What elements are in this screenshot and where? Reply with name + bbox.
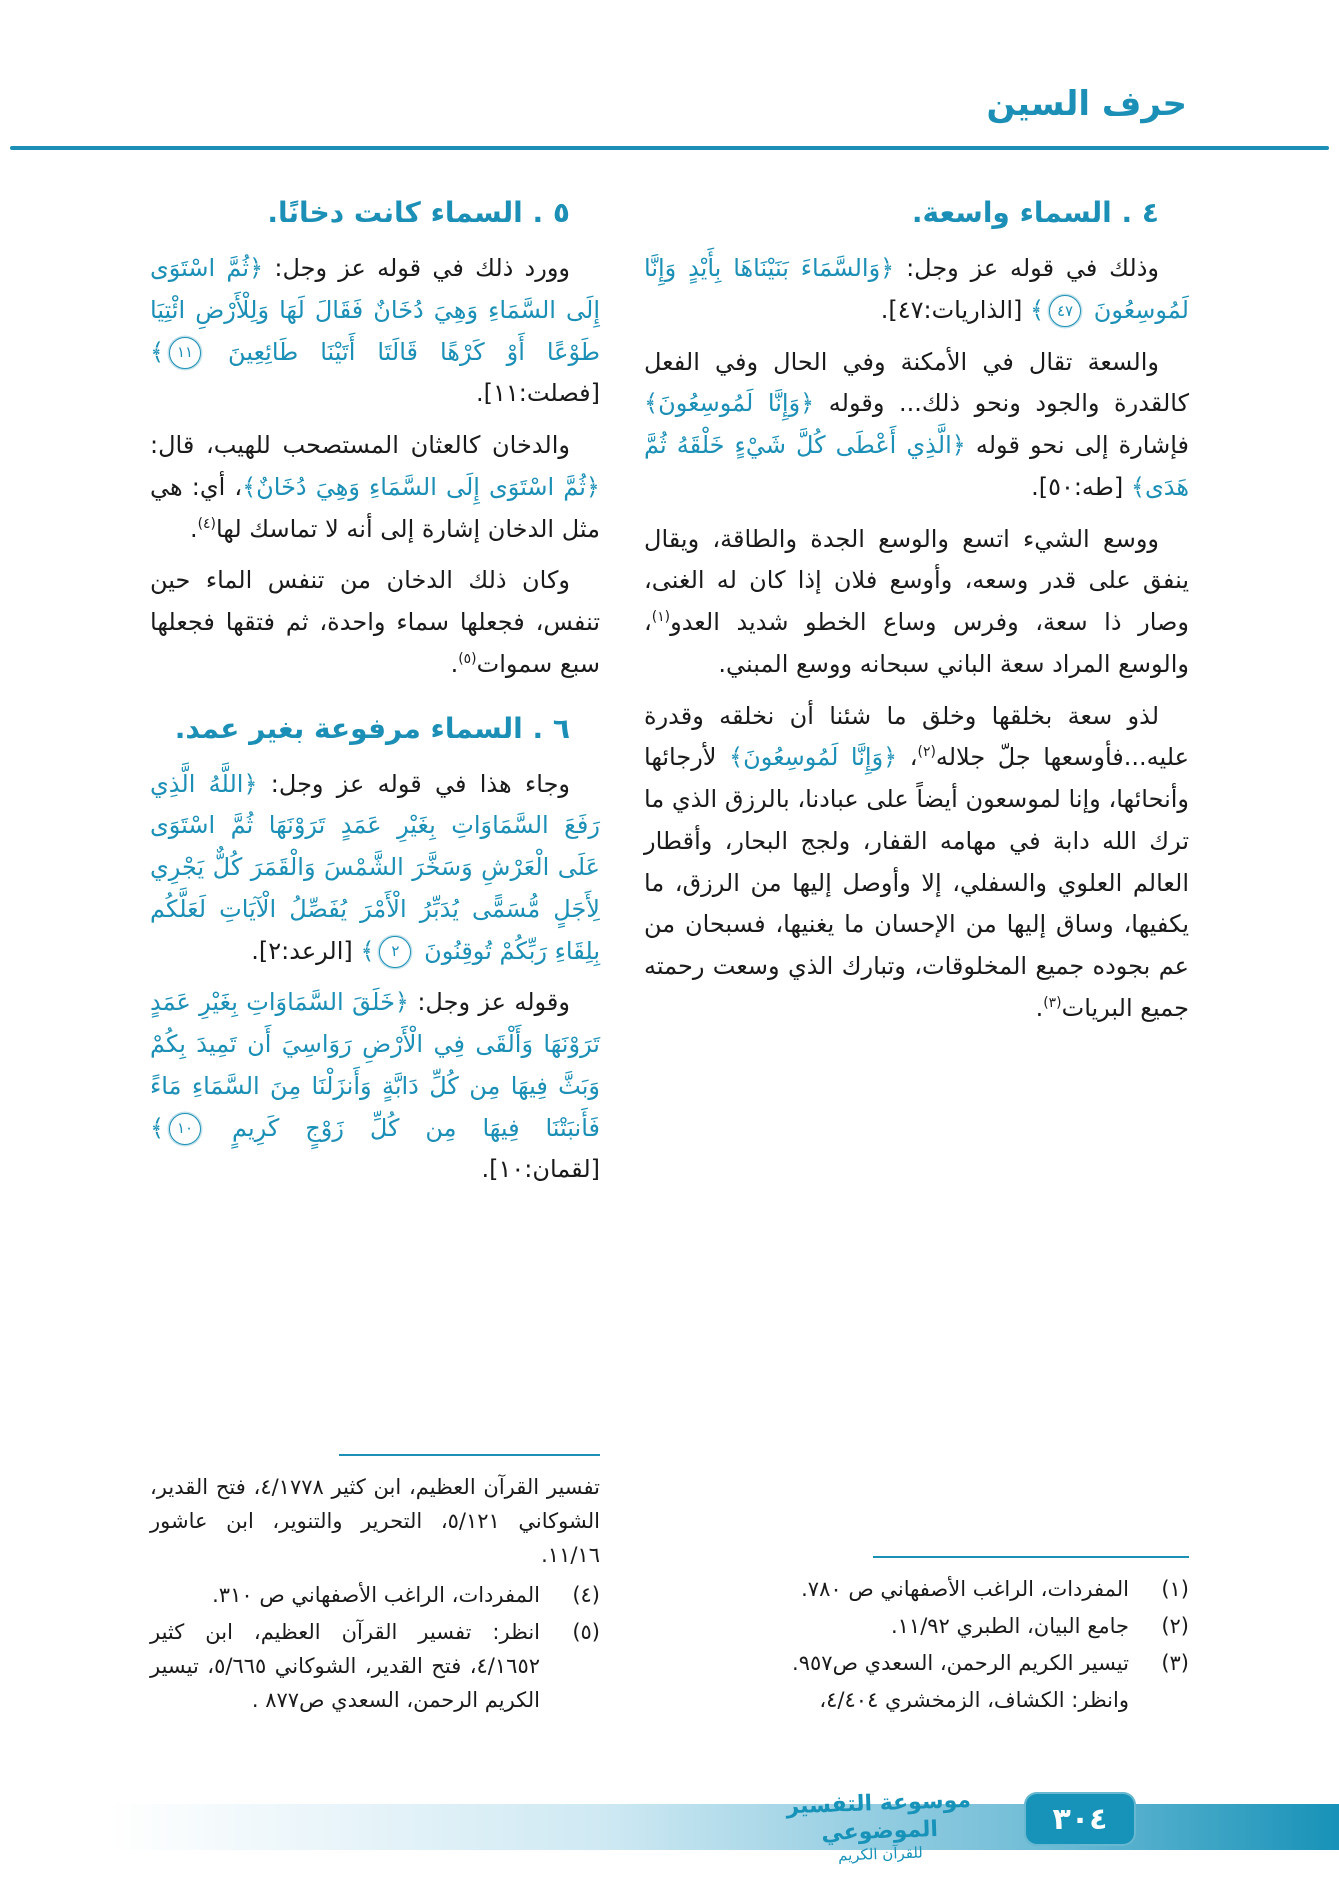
text-run: . xyxy=(450,649,459,678)
verse-reference: [فصلت:١١]. xyxy=(475,379,600,408)
section-5-heading: ٥ . السماء كانت دخانًا. xyxy=(267,196,570,229)
footnote-number: (٥) xyxy=(572,1619,600,1644)
text-run: وكان ذلك الدخان من تنفس الماء حين تنفس، فجعلها سماء واحدة، ثم فتقها فجعلها سبع سموات xyxy=(150,566,600,678)
text-run: لأرجائها وأنحائها، وإنا لموسعون أيضاً على عبادنا، بالرزق الذي ما ترك الله دابة في مهامه القفار، ولجج البحار، وأقطار العالم العلوي والسفلي، إلا وأوصل إليها من الرزق، ما يكفيها، وساق إليها من الإحسان ما يغنيها، فسبحان من عم بجوده جميع المخلوقات، وتبارك الذي وسعت رحمته جميع البريات xyxy=(644,743,1189,1022)
footnote-separator-rule xyxy=(873,1556,1189,1558)
footnote-text: المفردات، الراغب الأصفهاني ص ٧٨٠. xyxy=(801,1576,1129,1601)
text-run: والسعة تقال في الأمكنة وفي الحال وفي الفعل كالقدرة والجود ونحو ذلك... وقوله xyxy=(644,347,1189,418)
paragraph xyxy=(644,696,1189,1030)
verse-reference: [لقمان:١٠]. xyxy=(481,1155,600,1184)
footer-gradient-band xyxy=(0,1804,1339,1850)
quran-quote: ﴿وَإِنَّا لَمُوسِعُونَ﴾ xyxy=(729,743,898,772)
paragraph xyxy=(644,248,1189,332)
text-run: وجاء هذا في قوله عز وجل: xyxy=(257,769,570,798)
footnote-marker: (٤) xyxy=(197,515,216,532)
ayah-number-medallion: ١١ xyxy=(169,337,201,369)
text-run: فإشارة إلى نحو قوله xyxy=(965,431,1189,459)
quran-quote-close: ﴾ xyxy=(360,936,375,965)
text-run: ووسع الشيء اتسع والوسع الجدة والطاقة، ويقال ينفق على قدر وسعه، وأوسع فلان إذا كان له الغنى، وصار ذا سعة، وفرس وساع الخطو شديد العدو xyxy=(644,524,1189,636)
quran-quote: ﴿ثُمَّ اسْتَوَى إِلَى السَّمَاءِ وَهِيَ دُخَانٌ فَقَالَ لَهَا وَلِلْأَرْضِ ائْتِيَا طَوْعًا أَوْ كَرْهًا قَالَتَا أَتَيْنَا طَائِعِينَ xyxy=(150,254,600,366)
ayah-number-medallion: ١٠ xyxy=(169,1113,201,1145)
header-divider-rule xyxy=(10,146,1329,150)
quran-quote-close: ﴾ xyxy=(150,337,165,366)
footnote-text: جامع البيان، الطبري ١١/٩٢. xyxy=(890,1613,1129,1638)
text-run: ، أي: هي مثل الدخان إشارة إلى أنه لا تماسك لها xyxy=(150,472,600,543)
verse-reference: [طه:٥٠]. xyxy=(1031,472,1131,501)
paragraph xyxy=(644,342,1189,509)
footnote-number xyxy=(1139,1683,1189,1717)
chapter-title: حرف السين xyxy=(986,84,1187,124)
footnote-item xyxy=(150,1578,600,1612)
paragraph xyxy=(150,560,600,685)
footnote-separator-rule xyxy=(339,1454,600,1456)
quran-quote: ﴿وَالسَّمَاءَ بَنَيْنَاهَا بِأَيْدٍ وَإِنَّا لَمُوسِعُونَ xyxy=(644,254,1189,324)
footnote-item xyxy=(644,1572,1189,1606)
paragraph xyxy=(150,248,600,415)
column-right xyxy=(644,180,1189,1720)
footnote-number: (٢) xyxy=(1161,1613,1189,1638)
footnotes-right xyxy=(644,1552,1189,1720)
footnote-item xyxy=(150,1615,600,1717)
footnote-text: المفردات، الراغب الأصفهاني ص ٣١٠. xyxy=(212,1582,540,1607)
footnote-text: تيسير الكريم الرحمن، السعدي ص٩٥٧. xyxy=(792,1650,1129,1675)
footnote-item xyxy=(644,1646,1189,1680)
publisher-logo xyxy=(771,1787,988,1868)
page-number-badge: ٣٠٤ xyxy=(1024,1792,1136,1846)
publisher-logo-line2: للقرآن الكريم xyxy=(837,1843,924,1865)
text-run: وذلك في قوله عز وجل: xyxy=(894,254,1159,282)
column-left xyxy=(150,180,600,1720)
quran-quote-close: ﴾ xyxy=(150,1113,165,1142)
quran-quote: ﴿وَإِنَّا لَمُوسِعُونَ﴾ xyxy=(644,389,815,418)
text-run: لذو سعة بخلقها وخلق ما شئنا أن نخلقه وقدرة عليه...فأوسعها جلّ جلاله xyxy=(644,701,1189,772)
ayah-number-medallion: ٤٧ xyxy=(1049,295,1081,327)
text-run: والدخان كالعثان المستصحب للهيب، قال: xyxy=(150,431,570,459)
text-run: . xyxy=(1035,993,1044,1022)
ayah-number-medallion: ٢ xyxy=(379,936,411,968)
footnote-text: انظر: تفسير القرآن العظيم، ابن كثير ٤/١٦٥٢، فتح القدير، الشوكاني ٥/٦٦٥، تيسير الكريم الرحمن، السعدي ص٨٧٧ . xyxy=(150,1619,541,1712)
two-column-text-area xyxy=(150,180,1189,1720)
section-4-heading: ٤ . السماء واسعة. xyxy=(911,196,1159,229)
text-run: وقوله عز وجل: xyxy=(408,988,570,1017)
footnote-continuation: تفسير القرآن العظيم، ابن كثير ٤/١٧٧٨، فتح القدير، الشوكاني ٥/١٢١، التحرير والتنوير، ابن عاشور ١١/١٦. xyxy=(150,1474,600,1567)
text-run: ، xyxy=(897,743,918,772)
footnote-item xyxy=(644,1683,1189,1717)
footnote-item xyxy=(644,1609,1189,1643)
paragraph xyxy=(644,519,1189,686)
text-run: وورد ذلك في قوله عز وجل: xyxy=(263,254,571,282)
publisher-logo-line1: موسوعة التفسير الموضوعي xyxy=(786,1788,972,1846)
verse-reference: [الذاريات:٤٧]. xyxy=(880,295,1030,324)
footnote-number: (٤) xyxy=(572,1582,600,1607)
quran-quote-close: ﴾ xyxy=(1030,295,1045,324)
section-6-heading: ٦ . السماء مرفوعة بغير عمد. xyxy=(174,711,570,745)
verse-reference: [الرعد:٢]. xyxy=(251,936,361,965)
quran-quote: ﴿الَّذِي أَعْطَى كُلَّ شَيْءٍ خَلْقَهُ ثُمَّ هَدَى﴾ xyxy=(644,431,1189,501)
footnote-text: وانظر: الكشاف، الزمخشري ٤/٤٠٤، xyxy=(819,1687,1129,1712)
paragraph xyxy=(150,425,600,550)
footnote-number: (١) xyxy=(1161,1576,1189,1601)
text-run: . xyxy=(189,514,198,543)
footnotes-left xyxy=(150,1450,600,1720)
footnote-marker: (١) xyxy=(651,609,671,625)
paragraph xyxy=(150,764,600,973)
quran-quote: ﴿اللَّهُ الَّذِي رَفَعَ السَّمَاوَاتِ بِغَيْرِ عَمَدٍ تَرَوْنَهَا ثُمَّ اسْتَوَى عَلَى الْعَرْشِ وَسَخَّرَ الشَّمْسَ وَالْقَمَرَ كُلٌّ يَجْرِي لِأَجَلٍ مُّسَمًّى يُدَبِّرُ الْأَمْرَ يُفَصِّلُ الْآيَاتِ لَعَلَّكُم بِلِقَاءِ رَبِّكُمْ تُوقِنُونَ xyxy=(150,769,600,965)
footnote-marker: (٣) xyxy=(1043,994,1062,1011)
footnote-number: (٣) xyxy=(1161,1650,1189,1675)
text-run: ، والوسع المراد سعة الباني سبحانه ووسع المبني. xyxy=(644,608,1189,678)
quran-quote: ﴿ثُمَّ اسْتَوَى إِلَى السَّمَاءِ وَهِيَ دُخَانٌ﴾ xyxy=(242,472,600,501)
footnote-marker: (٥) xyxy=(458,650,477,667)
paragraph xyxy=(150,982,600,1191)
footnote-marker: (٢) xyxy=(917,744,936,761)
quran-quote: ﴿خَلَقَ السَّمَاوَاتِ بِغَيْرِ عَمَدٍ تَرَوْنَهَا وَأَلْقَى فِي الْأَرْضِ رَوَاسِيَ أَن تَمِيدَ بِكُمْ وَبَثَّ فِيهَا مِن كُلِّ دَابَّةٍ وَأَنزَلْنَا مِنَ السَّمَاءِ مَاءً فَأَنبَتْنَا فِيهَا مِن كُلِّ زَوْجٍ كَرِيمٍ xyxy=(150,988,600,1142)
